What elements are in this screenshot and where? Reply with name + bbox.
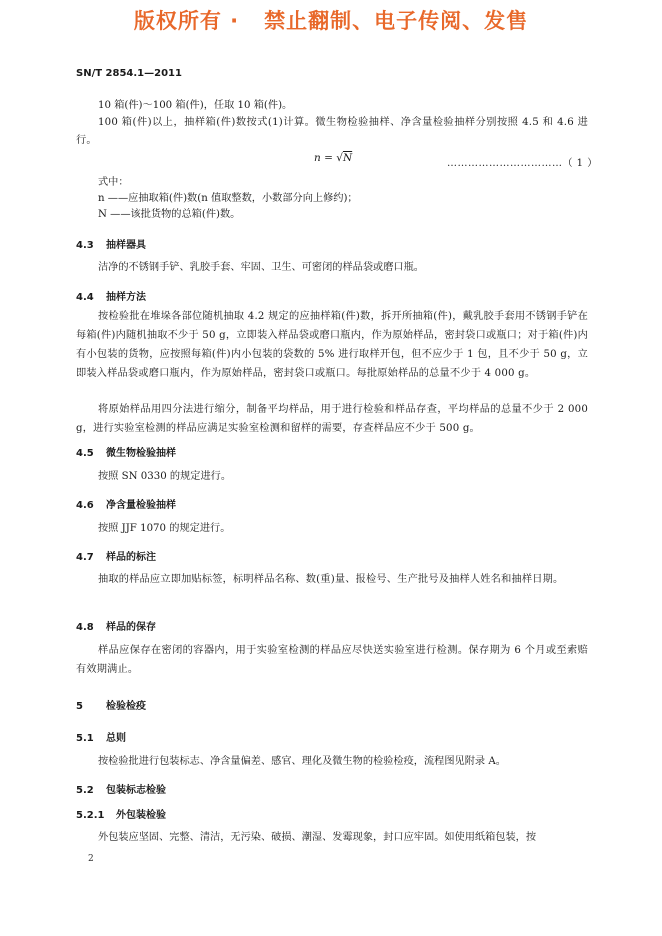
section-body-5-1: 按检验批进行包装标志、净含量偏差、感官、理化及微生物的检验检疫，流程图见附录 A。 <box>98 756 506 767</box>
section-title: 抽样方法 <box>106 292 146 303</box>
section-body-4-8: 样品应保存在密闭的容器内，用于实验室检测的样品应尽快送实验室进行检测。保存期为 6 个月或至索赔有效期满止。 <box>76 645 588 675</box>
section-number: 5.2 <box>76 785 94 796</box>
section-heading-5-2-1 <box>76 806 166 821</box>
section-title: 总则 <box>106 733 126 744</box>
section-heading-4-7 <box>76 548 156 563</box>
equation-number: ……………………………（ 1 ） <box>447 158 598 169</box>
section-title: 微生物检验抽样 <box>106 448 176 459</box>
section-heading-5-1 <box>76 729 126 744</box>
section-title: 外包装检验 <box>116 810 166 821</box>
section-body-4-3: 洁净的不锈钢手铲、乳胶手套、牢固、卫生、可密闭的样品袋或磨口瓶。 <box>98 262 424 273</box>
formula-radicand: N <box>342 152 353 164</box>
section-number: 4.5 <box>76 448 94 459</box>
where-n-definition: n ——应抽取箱(件)数(n 值取整数，小数部分向上修约)； <box>98 193 358 204</box>
formula-equals: = <box>320 152 337 164</box>
section-number: 5.1 <box>76 733 94 744</box>
section-body-4-4-paragraph-1: 按检验批在堆垛各部位随机抽取 4.2 规定的应抽样箱(件)数，拆开所抽箱(件)，戴乳胶手套用不锈钢手铲在每箱(件)内随机抽取不少于 50 g，立即装入样品袋或磨口瓶内，作为原始样品，密封袋口或瓶口；对于箱(件)内有小包装的货物，应按照每箱(件)内小包装的袋数的 5% 进行取样开包，但不应少于 1 包，且不少于 50 g，立即装入样品袋或磨口瓶内，作为原始样品，密封袋口或瓶口。每批原始样品的总量不少于 4 000 g。 <box>76 311 588 379</box>
section-heading-5-2 <box>76 781 166 796</box>
section-heading-4-8 <box>76 618 156 633</box>
sampling-formula <box>314 152 352 164</box>
section-title: 包装标志检验 <box>106 785 166 796</box>
chapter-heading-5 <box>76 697 146 712</box>
formula-lhs: n <box>314 152 321 164</box>
standard-number-header: SN/T 2854.1—2011 <box>76 68 182 79</box>
section-title: 净含量检验抽样 <box>106 500 176 511</box>
section-body-5-2-1: 外包装应坚固、完整、清洁，无污染、破损、潮湿、发霉现象，封口应牢固。如使用纸箱包装，按 <box>98 832 537 843</box>
section-body-4-4-paragraph-2: 将原始样品用四分法进行缩分，制备平均样品，用于进行检验和样品存查，平均样品的总量不少于 2 000 g，进行实验室检测的样品应满足实验室检测和留样的需要，存查样品应不少于 500 g。 <box>76 404 588 434</box>
where-N-definition: N ——该批货物的总箱(件)数。 <box>98 209 241 220</box>
paragraph-sampling-range: 10 箱(件)～100 箱(件)，任取 10 箱(件)。 <box>98 100 293 111</box>
page-number: 2 <box>88 854 94 864</box>
section-number: 5 <box>76 701 83 712</box>
section-body-4-6: 按照 JJF 1070 的规定进行。 <box>98 523 231 534</box>
copyright-watermark: 版权所有 · 禁止翻制、电子传阅、发售 <box>133 9 529 33</box>
paragraph-sampling-formula-intro: 100 箱(件)以上，抽样箱(件)数按式(1)计算。微生物检验抽样、净含量检验抽样分别按照 4.5 和 4.6 进行。 <box>76 117 588 146</box>
section-body-4-5: 按照 SN 0330 的规定进行。 <box>98 471 232 482</box>
section-title: 样品的标注 <box>106 552 156 563</box>
section-heading-4-4 <box>76 288 146 303</box>
sqrt-symbol: √ <box>336 152 343 164</box>
section-heading-4-3 <box>76 236 146 251</box>
section-body-4-7: 抽取的样品应立即加贴标签，标明样品名称、数(重)量、报检号、生产批号及抽样人姓名和抽样日期。 <box>98 574 564 585</box>
section-heading-4-6 <box>76 496 176 511</box>
section-number: 4.6 <box>76 500 94 511</box>
section-title: 抽样器具 <box>106 240 146 251</box>
section-title: 样品的保存 <box>106 622 156 633</box>
where-label: 式中： <box>98 177 129 188</box>
section-heading-4-5 <box>76 444 176 459</box>
section-number: 4.4 <box>76 292 94 303</box>
section-number: 4.3 <box>76 240 94 251</box>
section-title: 检验检疫 <box>106 701 146 712</box>
section-number: 5.2.1 <box>76 810 105 821</box>
section-number: 4.7 <box>76 552 94 563</box>
section-number: 4.8 <box>76 622 94 633</box>
